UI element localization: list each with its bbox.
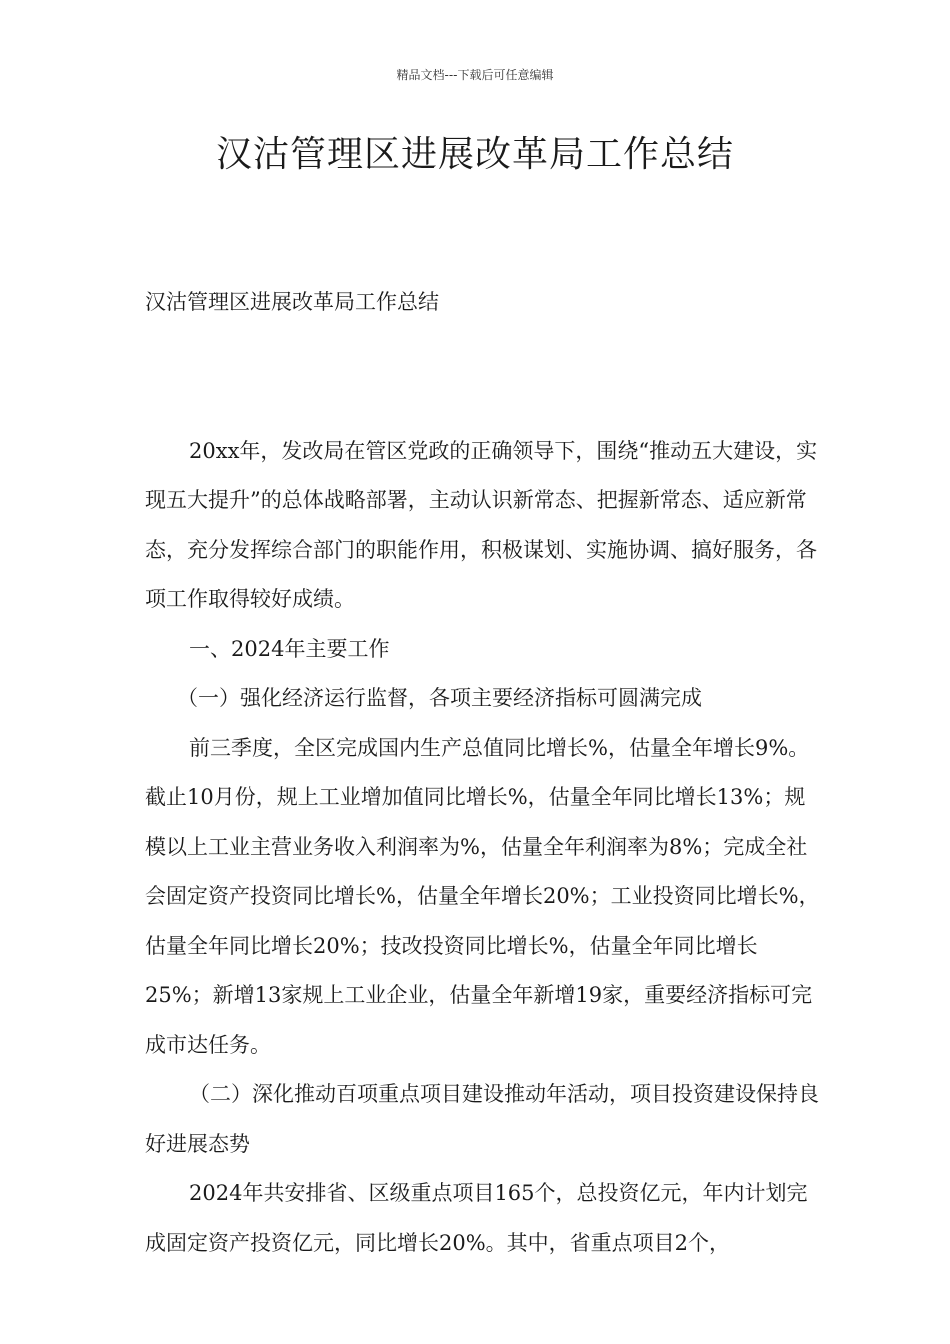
paragraph-projects: 2024年共安排省、区级重点项目165个，总投资亿元，年内计划完成固定资产投资亿元，同比增长20%。其中，省重点项目2个， — [145, 1181, 808, 1255]
document-body — [145, 278, 825, 1268]
paragraph-indicators: 前三季度，全区完成国内生产总值同比增长%，估量全年增长9%。截止10月份，规上工业增加值同比增长%，估量全年同比增长13%；规模以上工业主营业务收入利润率为%，估量全年利润率为8%；完成全社会固定资产投资同比增长%，估量全年增长20%；工业投资同比增长%，估量全年同比增长20%；技改投资同比增长%，估量全年同比增长25%；新增13家规上工业企业，估量全年新增19家，重要经济指标可完成市达任务。 — [145, 735, 820, 1057]
paragraph-intro: 20xx年，发改局在管区党政的正确领导下，围绕“推动五大建设，实现五大提升”的总体战略部署，主动认识新常态、把握新常态、适应新常态，充分发挥综合部门的职能作用，积极谋划、实施协调、搞好服务，各项工作取得较好成绩。 — [145, 438, 818, 611]
document-subtitle: 汉沽管理区进展改革局工作总结 — [145, 290, 439, 314]
document-title: 汉沽管理区进展改革局工作总结 — [215, 134, 734, 175]
header-note: 精品文档---下载后可任意编辑 — [396, 68, 554, 82]
subsection-heading-1: （一）强化经济运行监督，各项主要经济指标可圆满完成 — [177, 686, 702, 710]
section-heading-main-work: 一、2024年主要工作 — [189, 636, 390, 661]
blank-line — [145, 377, 825, 427]
subsection-heading-2: （二）深化推动百项重点项目建设推动年活动，项目投资建设保持良好进展态势 — [145, 1082, 819, 1156]
